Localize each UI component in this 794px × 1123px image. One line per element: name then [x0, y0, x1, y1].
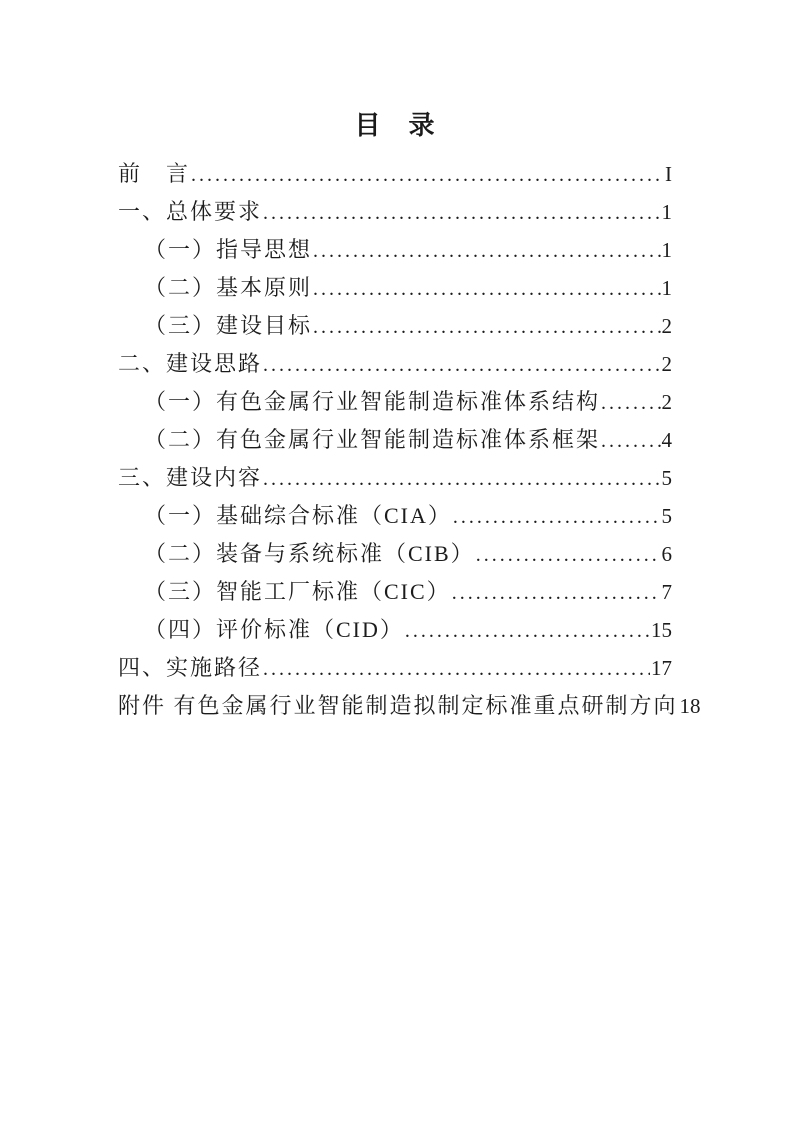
toc-page-number: 1 — [661, 276, 672, 300]
toc-entry[interactable] — [118, 421, 672, 459]
toc-leader-dots — [263, 650, 650, 688]
toc-page-number: 2 — [661, 390, 672, 414]
toc-entry[interactable] — [118, 497, 672, 535]
toc-entry-label: 四、实施路径 — [118, 655, 263, 680]
toc-title: 目 录 — [354, 110, 436, 140]
toc-entry-label: 二、建设思路 — [118, 351, 263, 376]
toc-leader-dots — [601, 422, 660, 460]
toc-entry-label: 三、建设内容 — [118, 465, 263, 490]
toc-page-number: 4 — [661, 428, 672, 452]
toc-leader-dots — [476, 536, 661, 574]
toc-page-number: 15 — [651, 618, 672, 642]
toc-entry[interactable] — [118, 573, 672, 611]
toc-entry[interactable] — [118, 535, 672, 573]
toc-entry-label: （二）装备与系统标准（CIB） — [144, 541, 475, 566]
toc-leader-dots — [263, 346, 660, 384]
toc-page-number: 6 — [661, 542, 672, 566]
toc-entry-label: （二）基本原则 — [144, 275, 313, 300]
toc-page-number: 1 — [661, 200, 672, 224]
toc-leader-dots — [313, 270, 660, 308]
toc-page-number: I — [665, 162, 672, 186]
toc-leader-dots — [263, 460, 660, 498]
toc-page-number: 1 — [661, 238, 672, 262]
toc-entry-label: 一、总体要求 — [118, 199, 263, 224]
toc-entry-label: 附件 有色金属行业智能制造拟制定标准重点研制方向 — [118, 693, 678, 718]
toc-page-number: 5 — [661, 504, 672, 528]
toc-entry-label: （三）智能工厂标准（CIC） — [144, 579, 451, 604]
toc-entry-label: （二）有色金属行业智能制造标准体系框架 — [144, 427, 601, 452]
toc-leader-dots — [313, 308, 660, 346]
toc-entry[interactable] — [118, 307, 672, 345]
toc-page-number: 5 — [661, 466, 672, 490]
toc-entry[interactable] — [118, 383, 672, 421]
table-of-contents — [118, 155, 701, 725]
toc-leader-dots — [453, 498, 661, 536]
toc-leader-dots — [191, 156, 664, 194]
toc-entry[interactable] — [118, 459, 672, 497]
toc-entry[interactable] — [118, 231, 672, 269]
toc-entry[interactable] — [118, 687, 701, 725]
toc-entry[interactable] — [118, 649, 672, 687]
toc-entry-label: （一）有色金属行业智能制造标准体系结构 — [144, 389, 601, 414]
toc-entry[interactable] — [118, 193, 672, 231]
toc-entry-label: （一）指导思想 — [144, 237, 313, 262]
toc-leader-dots — [313, 232, 660, 270]
toc-leader-dots — [405, 612, 650, 650]
toc-leader-dots — [601, 384, 660, 422]
toc-page-number: 2 — [661, 314, 672, 338]
toc-entry[interactable] — [118, 611, 672, 649]
toc-entry-label: （一）基础综合标准（CIA） — [144, 503, 452, 528]
toc-leader-dots — [263, 194, 660, 232]
toc-page-number: 18 — [679, 694, 701, 718]
toc-leader-dots — [452, 574, 661, 612]
toc-page-number: 7 — [661, 580, 672, 604]
toc-entry-label: 前 言 — [118, 161, 191, 186]
toc-entry[interactable] — [118, 345, 672, 383]
toc-entry-label: （四）评价标准（CID） — [144, 617, 404, 642]
toc-entry[interactable] — [118, 269, 672, 307]
toc-page-number: 2 — [661, 352, 672, 376]
toc-page-number: 17 — [651, 656, 672, 680]
toc-entry-label: （三）建设目标 — [144, 313, 313, 338]
toc-entry[interactable] — [118, 155, 672, 193]
